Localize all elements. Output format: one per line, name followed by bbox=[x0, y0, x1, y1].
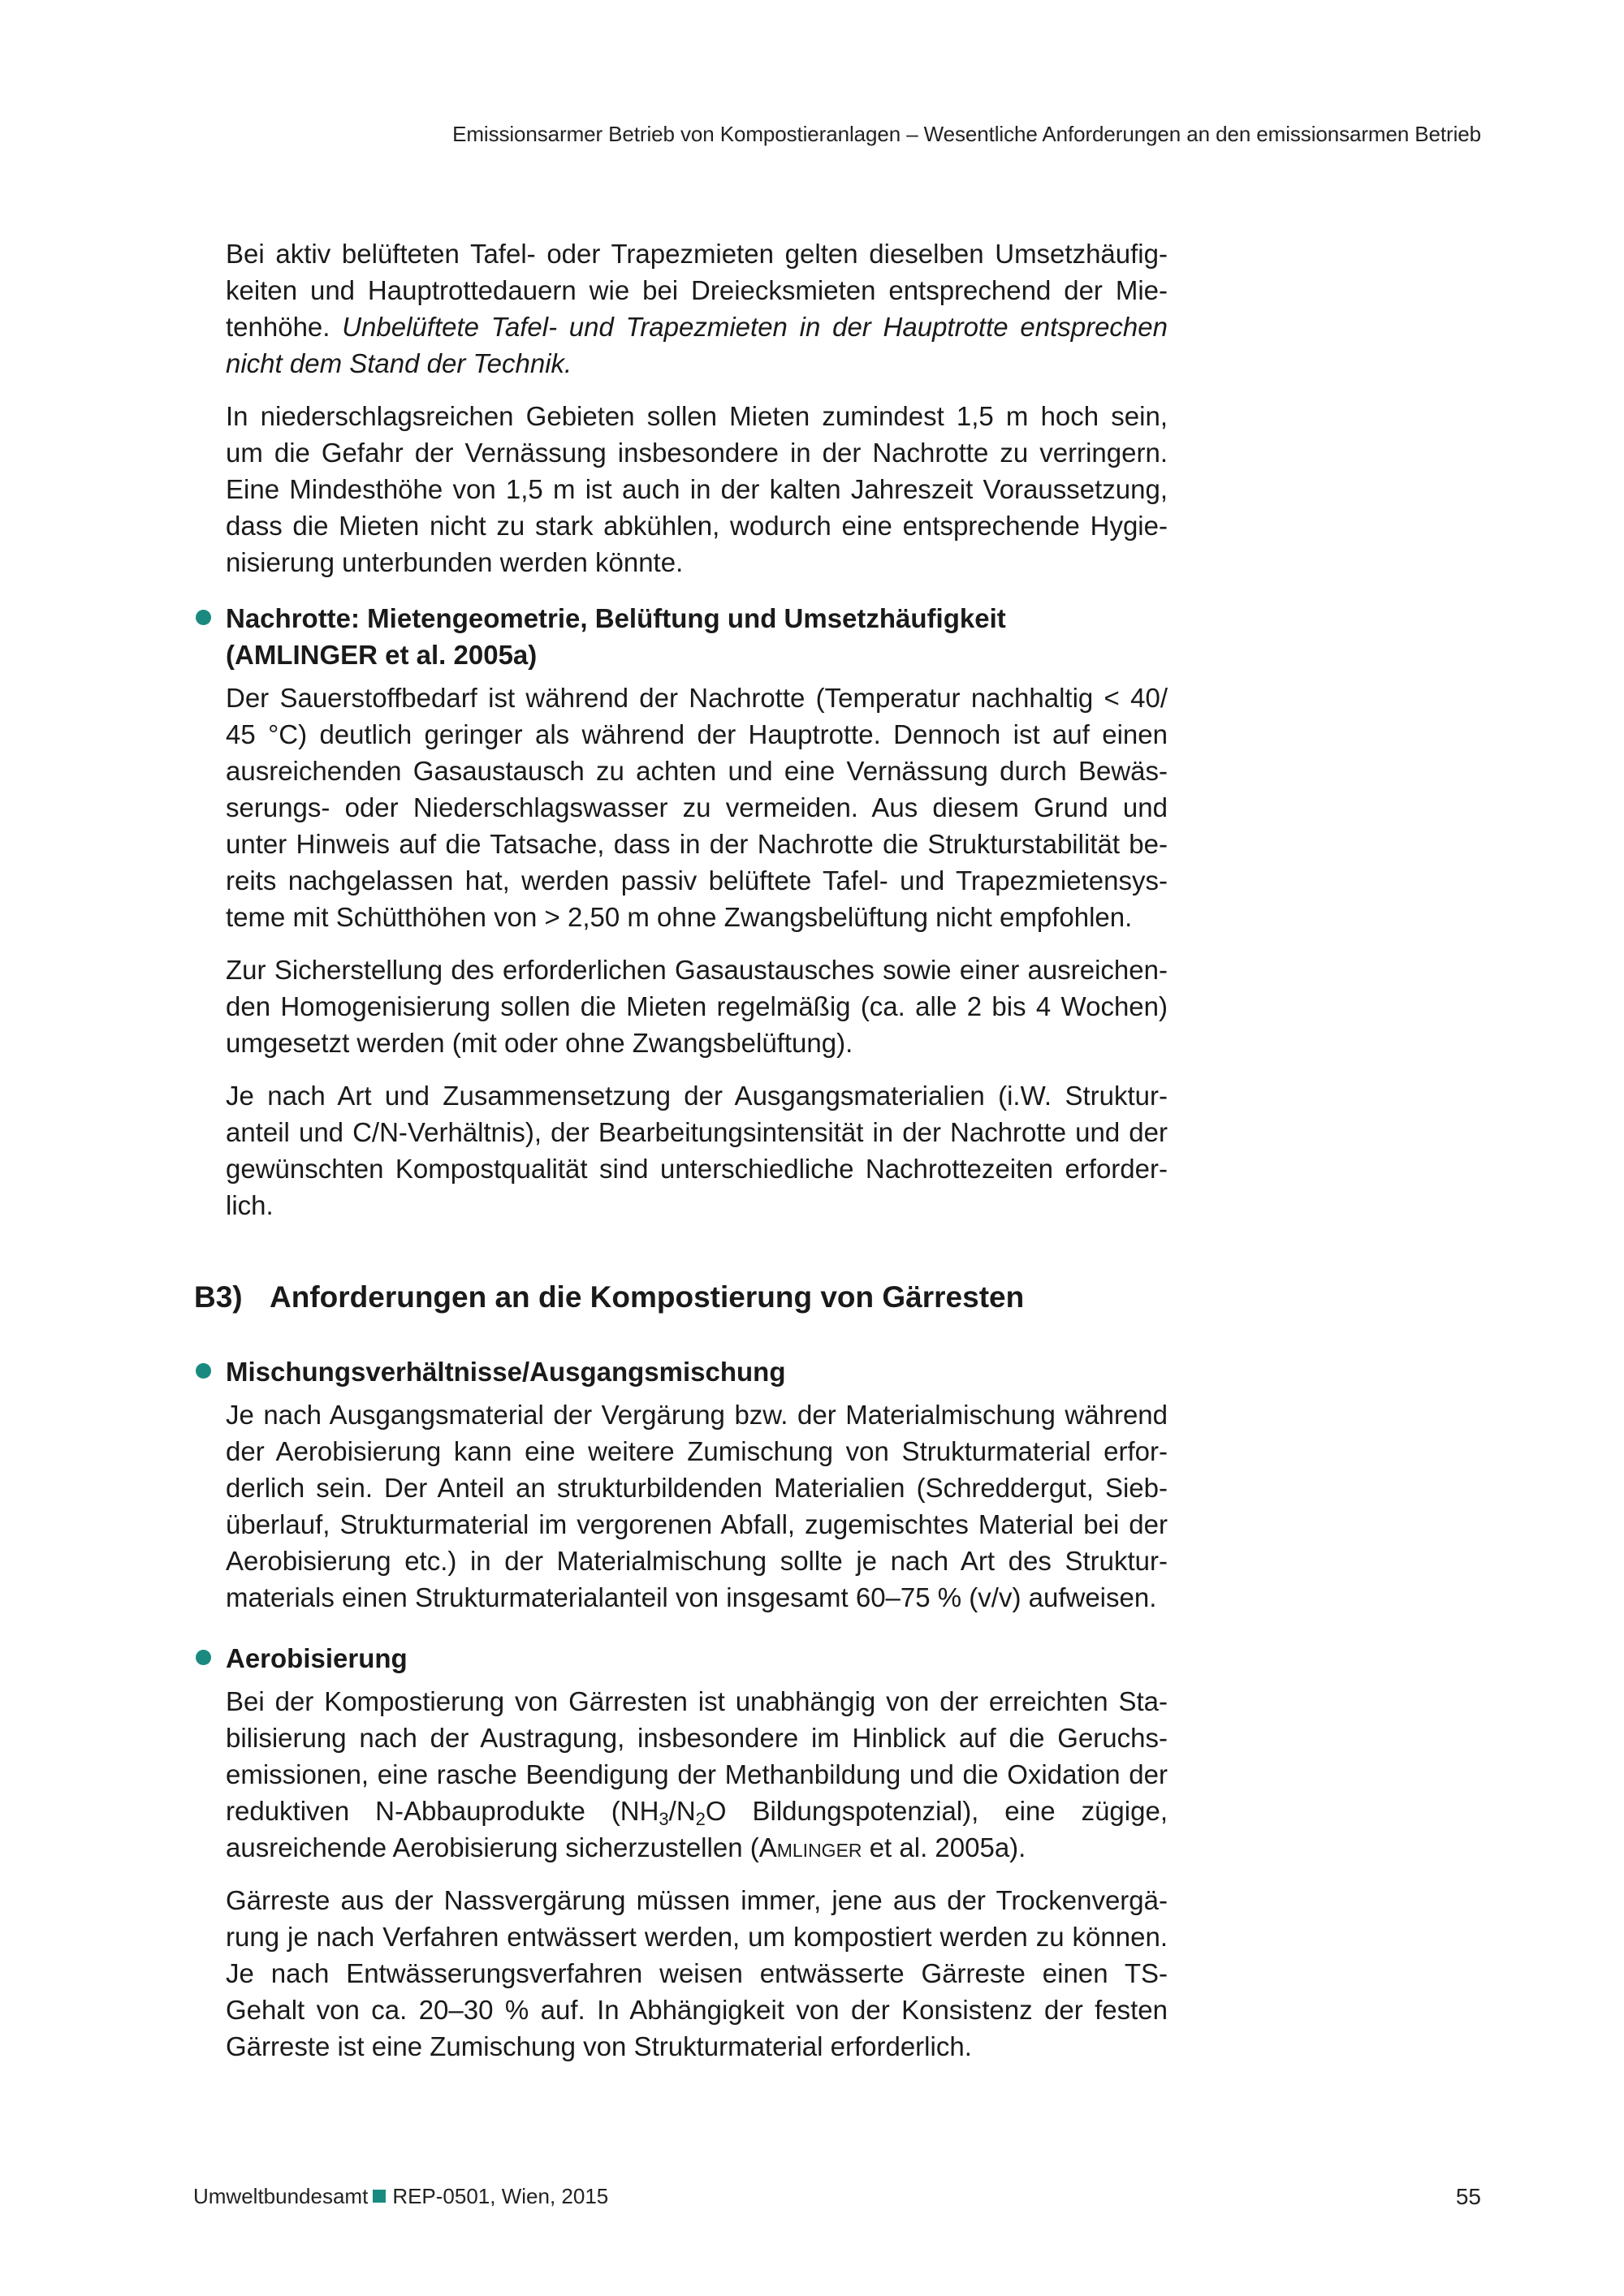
bullet-title-line-1: Nachrotte: Mietengeometrie, Belüftung und Umsetzhäufigkeit bbox=[226, 603, 1006, 633]
intro-paragraph-1 bbox=[226, 235, 1168, 382]
square-separator-icon bbox=[373, 2190, 386, 2203]
footer-publication bbox=[193, 2184, 608, 2209]
footer-report: REP-0501, Wien, 2015 bbox=[392, 2184, 609, 2208]
page-footer bbox=[193, 2184, 1481, 2216]
text-run: et al. 2005a). bbox=[862, 1832, 1026, 1862]
bullet-title: Mischungsverhältnisse/Ausgangsmischung bbox=[226, 1357, 786, 1387]
bullet-title: Aerobisierung bbox=[226, 1643, 408, 1673]
nachrotte-paragraph-2: Zur Sicherstellung des erforderlichen Gasaustausches sowie einer ausreichenden Homogenisierung sollen die Mieten regelmäßig (ca. alle 2 bis 4 Wochen) umgesetzt werden (mit oder ohne Zwangsbelüftung). bbox=[226, 955, 1168, 1058]
page-body bbox=[194, 235, 1168, 2065]
running-header bbox=[452, 122, 1481, 147]
page-number: 55 bbox=[1455, 2184, 1481, 2209]
bullet-title-line-2: (AMLINGER et al. 2005a) bbox=[226, 640, 538, 670]
bullet-mischung bbox=[226, 1353, 1168, 1616]
text-run: /N bbox=[668, 1796, 696, 1826]
section-title: Anforderungen an die Kompostierung von Gärresten bbox=[270, 1280, 1025, 1314]
footer-publisher: Umweltbundesamt bbox=[193, 2184, 369, 2208]
mischung-paragraph-1: Je nach Ausgangsmaterial der Vergärung bzw. der Materialmischung während der Aerobisierung kann eine weitere Zumischung von Strukturmaterial erforderlich sein. Der Anteil an strukturbildenden Materialien (Schreddergut, Siebüberlauf, Strukturmaterial im vergorenen Abfall, zugemischtes Material bei der Aerobisierung etc.) in der Materialmischung sollte je nach Art des Strukturmaterials einen Strukturmaterialanteil von insgesamt 60–75 % (v/v) aufweisen. bbox=[226, 1400, 1168, 1612]
intro-paragraph-2: In niederschlagsreichen Gebieten sollen Mieten zumindest 1,5 m hoch sein, um die Gefahr der Vernässung insbesondere in der Nachrotte zu verringern. Eine Mindesthöhe von 1,5 m ist auch in der kalten Jahreszeit Voraussetzung, dass die Mieten nicht zu stark abkühlen, wodurch eine entsprechende Hygienisierung unterbunden werden könnte. bbox=[226, 401, 1168, 577]
subscript: 3 bbox=[659, 1809, 669, 1829]
citation-author: Amlinger bbox=[758, 1832, 862, 1862]
text-run: Bei der Kompostierung von Gärresten ist unabhängig von der erreichten Stabilisierung nach der Austragung, insbesondere im Hinblick auf die Geruchsemissionen, eine rasche Beendigung der Methanbildung und die Oxidation der reduktiven N-Abbauprodukte (NH bbox=[226, 1686, 1168, 1826]
intro-text-regular: Bei aktiv belüfteten Tafel- oder Trapezmieten gelten dieselben Umsetzhäufigkeiten und Hauptrottedauern wie bei Dreiecksmieten entsprechend der Mietenhöhe. bbox=[226, 239, 1168, 342]
bullet-title bbox=[226, 600, 1168, 673]
aerobisierung-paragraph-1 bbox=[226, 1683, 1168, 1866]
nachrotte-paragraph-3: Je nach Art und Zusammensetzung der Ausgangsmaterialien (i.W. Strukturanteil und C/N-Verhältnis), der Bearbeitungsintensität in der Nachrotte und der gewünschten Kompostqualität sind unterschiedliche Nachrottezeiten erforderlich. bbox=[226, 1081, 1168, 1220]
bullet-aerobisierung bbox=[226, 1640, 1168, 2065]
subscript: 2 bbox=[695, 1809, 706, 1829]
running-title: Emissionsarmer Betrieb von Kompostieranlagen – Wesentliche Anforderungen an den emissionsarmen Betrieb bbox=[452, 122, 1481, 146]
text-run: O Bildungspotenzial), eine zügige, ausreichende Aerobisierung sicherzustellen ( bbox=[226, 1796, 1168, 1862]
aerobisierung-paragraph-2: Gärreste aus der Nassvergärung müssen immer, jene aus der Trockenvergärung je nach Verfahren entwässert werden, um kompostiert werden zu können. Je nach Entwässerungsverfahren weisen entwässerte Gärreste einen TS-Gehalt von ca. 20–30 % auf. In Abhängigkeit von der Konsistenz der festen Gärreste ist eine Zumischung von Strukturmaterial erforderlich. bbox=[226, 1885, 1168, 2061]
intro-text-italic: Unbelüftete Tafel- und Trapezmieten in der Hauptrotte entsprechen nicht dem Stand der Technik. bbox=[226, 312, 1168, 378]
bullet-nachrotte bbox=[226, 600, 1168, 1224]
bullet-dot-icon bbox=[196, 1363, 211, 1379]
nachrotte-paragraph-1: Der Sauerstoffbedarf ist während der Nachrotte (Temperatur nachhaltig < 40/ 45 °C) deutlich geringer als während der Hauptrotte. Dennoch ist auf einen ausreichenden Gasaustausch zu achten und eine Vernässung durch Bewässerungs- oder Niederschlagswasser zu vermeiden. Aus diesem Grund und unter Hinweis auf die Tatsache, dass in der Nachrotte die Strukturstabilität bereits nachgelassen hat, werden passiv belüftete Tafel- und Trapezmietensysteme mit Schütthöhen von > 2,50 m ohne Zwangsbelüftung nicht empfohlen. bbox=[226, 683, 1168, 932]
section-number: B3) bbox=[194, 1280, 243, 1314]
bullet-dot-icon bbox=[196, 610, 211, 625]
bullet-dot-icon bbox=[196, 1650, 211, 1665]
section-heading-b3 bbox=[194, 1279, 1168, 1316]
